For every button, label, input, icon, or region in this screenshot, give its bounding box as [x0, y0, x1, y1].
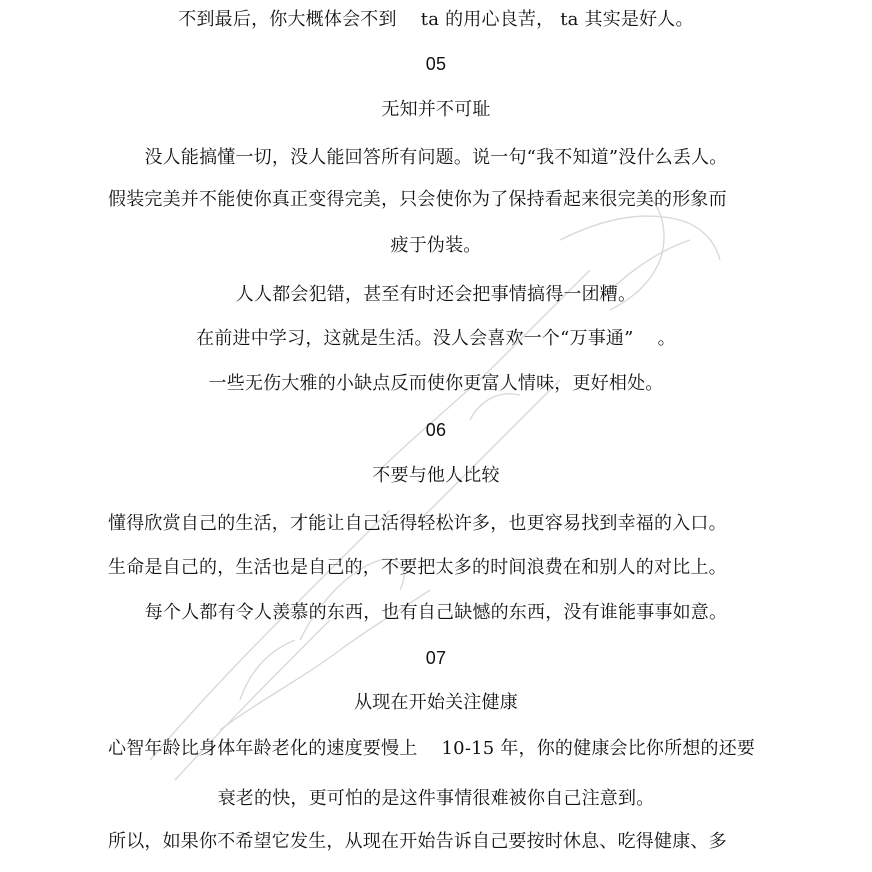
section-heading: 无知并不可耻	[381, 99, 491, 120]
paragraph-line: 生命是自己的，生活也是自己的，不要把太多的时间浪费在和别人的对比上。	[108, 557, 727, 578]
paragraph-line: 每个人都有令人羡慕的东西，也有自己缺憾的东西，没有谁能事事如意。	[144, 602, 728, 623]
paragraph-line: 没人能搞懂一切，没人能回答所有问题。说一句“我不知道”没什么丢人。	[144, 147, 728, 168]
paragraph-line: 懂得欣赏自己的生活，才能让自己活得轻松许多，也更容易找到幸福的入口。	[108, 513, 727, 534]
section-number: 06	[425, 420, 447, 440]
paragraph-line: 疲于伪装。	[390, 235, 482, 256]
paragraph-line: 在前进中学习，这就是生活。没人会喜欢一个“万事通” 。	[196, 328, 676, 349]
section-heading: 不要与他人比较	[372, 465, 500, 486]
section-number: 07	[425, 648, 447, 668]
paragraph-line: 一些无伤大雅的小缺点反而使你更富人情味，更好相处。	[208, 373, 664, 394]
paragraph-line: 心智年龄比身体年龄老化的速度要慢上 10-15 年，你的健康会比你所想的还要	[108, 738, 756, 759]
paragraph-line: 衰老的快，更可怕的是这件事情很难被你自己注意到。	[217, 788, 655, 809]
section-heading: 从现在开始关注健康	[354, 692, 518, 713]
paragraph-line: 不到最后，你大概体会不到 ta 的用心良苦， ta 其实是好人。	[178, 9, 694, 30]
section-number: 05	[425, 54, 447, 74]
paragraph-line: 人人都会犯错，甚至有时还会把事情搞得一团糟。	[235, 284, 637, 305]
paragraph-line: 所以，如果你不希望它发生，从现在开始告诉自己要按时休息、吃得健康、多	[108, 831, 727, 852]
paragraph-line: 假装完美并不能使你真正变得完美，只会使你为了保持看起来很完美的形象而	[108, 189, 727, 210]
